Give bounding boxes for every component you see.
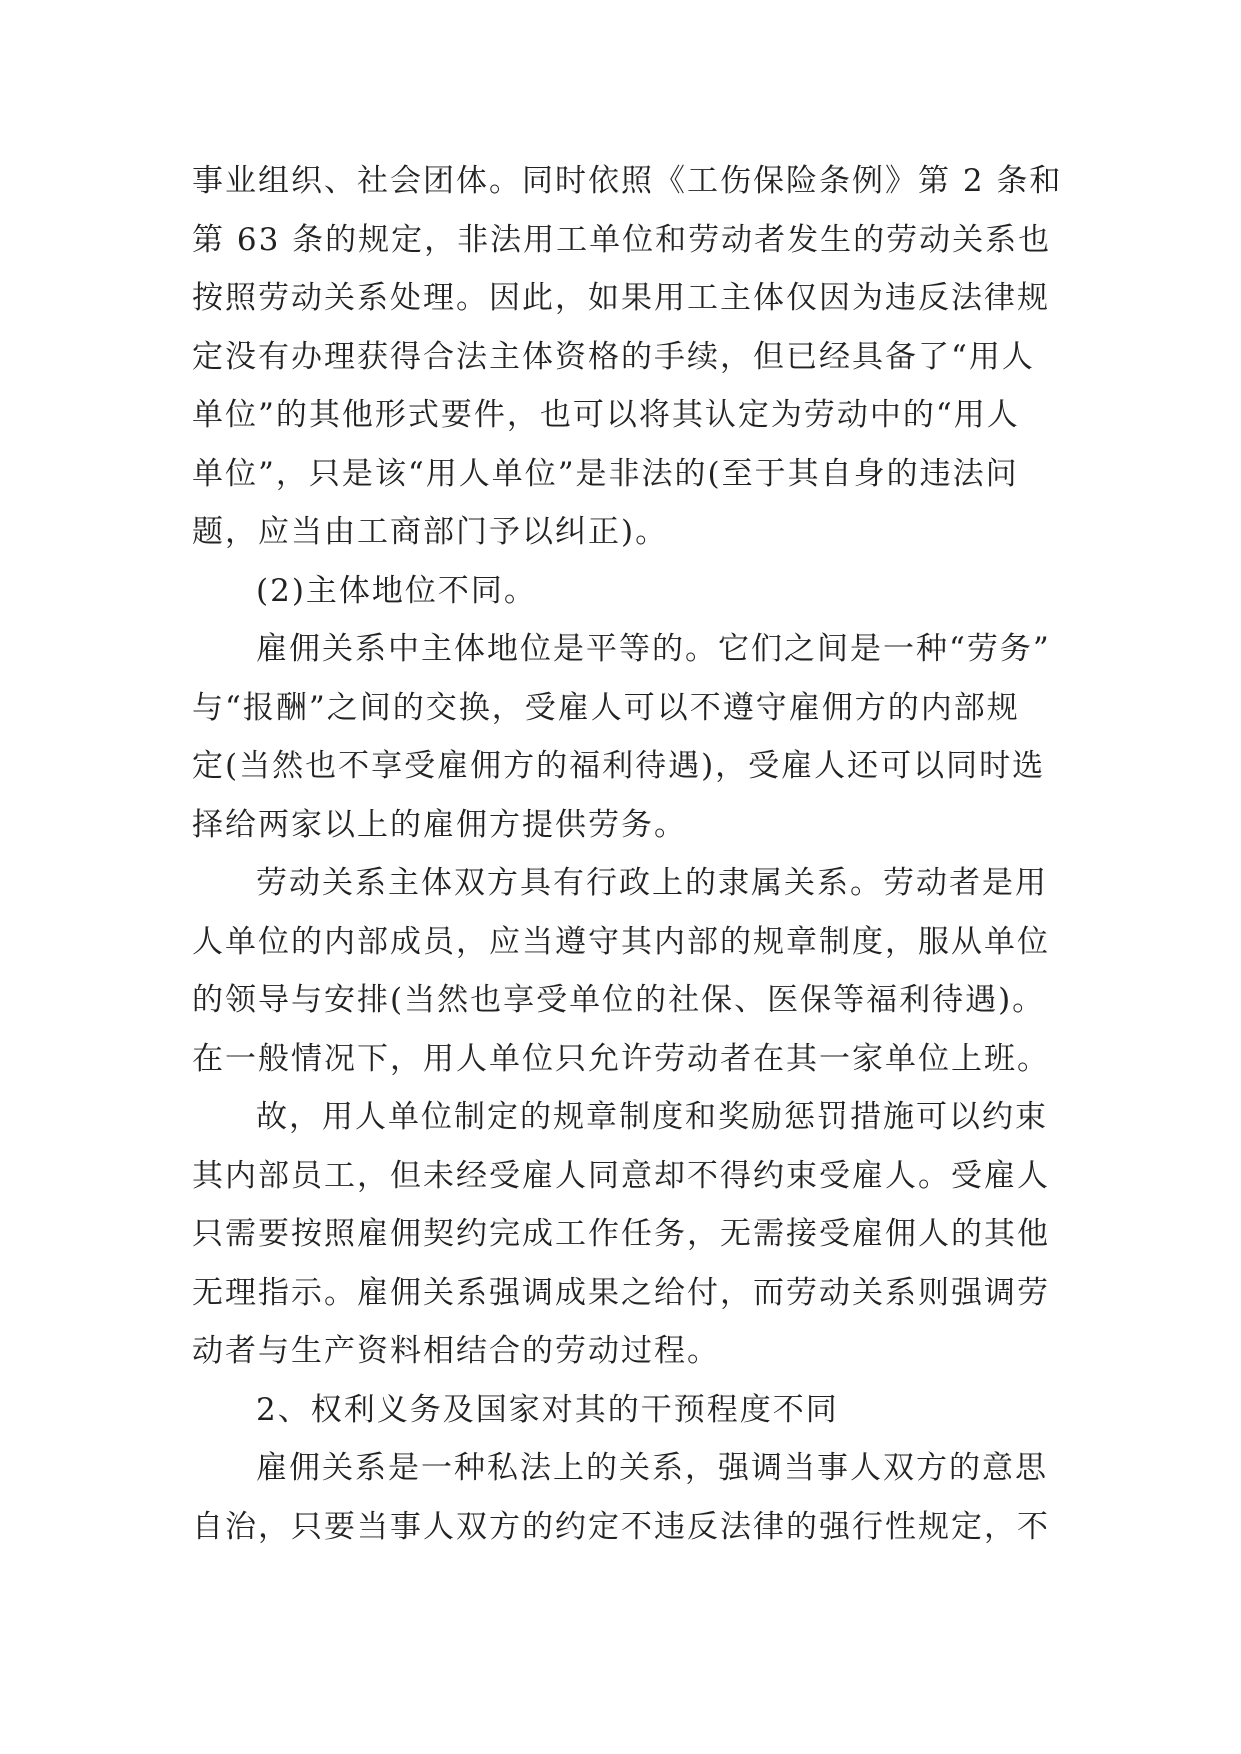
text-line: 雇佣关系是一种私法上的关系，强调当事人双方的意思 [256,1450,1048,1486]
text-line: 择给两家以上的雇佣方提供劳务。 [192,806,687,843]
text-line: 其内部员工，但未经受雇人同意却不得约束受雇人。受雇人 [192,1157,1050,1194]
text-line: 事业组织、社会团体。同时依照《工伤保险条例》第 2 条和 [192,163,1063,199]
section-heading: 2、权利义务及国家对其的干预程度不同 [256,1391,839,1428]
document-body [192,152,1072,1556]
section-heading: (2)主体地位不同。 [256,572,537,609]
text-line: 人单位的内部成员，应当遵守其内部的规章制度，服从单位 [192,923,1050,960]
text-line: 单位”，只是该“用人单位”是非法的(至于其自身的违法问 [192,455,1019,492]
text-line: 故，用人单位制定的规章制度和奖励惩罚措施可以约束 [256,1099,1048,1135]
text-line: 题，应当由工商部门予以纠正)。 [192,514,669,550]
text-line: 在一般情况下，用人单位只允许劳动者在其一家单位上班。 [192,1040,1050,1077]
text-line: 定没有办理获得合法主体资格的手续，但已经具备了“用人 [192,338,1035,375]
text-line: 定(当然也不享受雇佣方的福利待遇)，受雇人还可以同时选 [192,748,1046,784]
text-line: 单位”的其他形式要件，也可以将其认定为劳动中的“用人 [192,397,1020,433]
text-line: 按照劳动关系处理。因此，如果用工主体仅因为违反法律规 [192,280,1050,316]
text-line: 只需要按照雇佣契约完成工作任务，无需接受雇佣人的其他 [192,1216,1050,1252]
text-line: 雇佣关系中主体地位是平等的。它们之间是一种“劳务” [256,631,1051,667]
text-line: 动者与生产资料相结合的劳动过程。 [192,1333,720,1369]
text-line: 自治，只要当事人双方的约定不违反法律的强行性规定，不 [192,1508,1050,1545]
text-line: 第 63 条的规定，非法用工单位和劳动者发生的劳动关系也 [192,221,1052,258]
text-line: 的领导与安排(当然也享受单位的社保、医保等福利待遇)。 [192,982,1046,1018]
text-line: 劳动关系主体双方具有行政上的隶属关系。劳动者是用 [256,865,1048,901]
text-line: 无理指示。雇佣关系强调成果之给付，而劳动关系则强调劳 [192,1274,1050,1311]
text-line: 与“报酬”之间的交换，受雇人可以不遵守雇佣方的内部规 [192,689,1020,726]
